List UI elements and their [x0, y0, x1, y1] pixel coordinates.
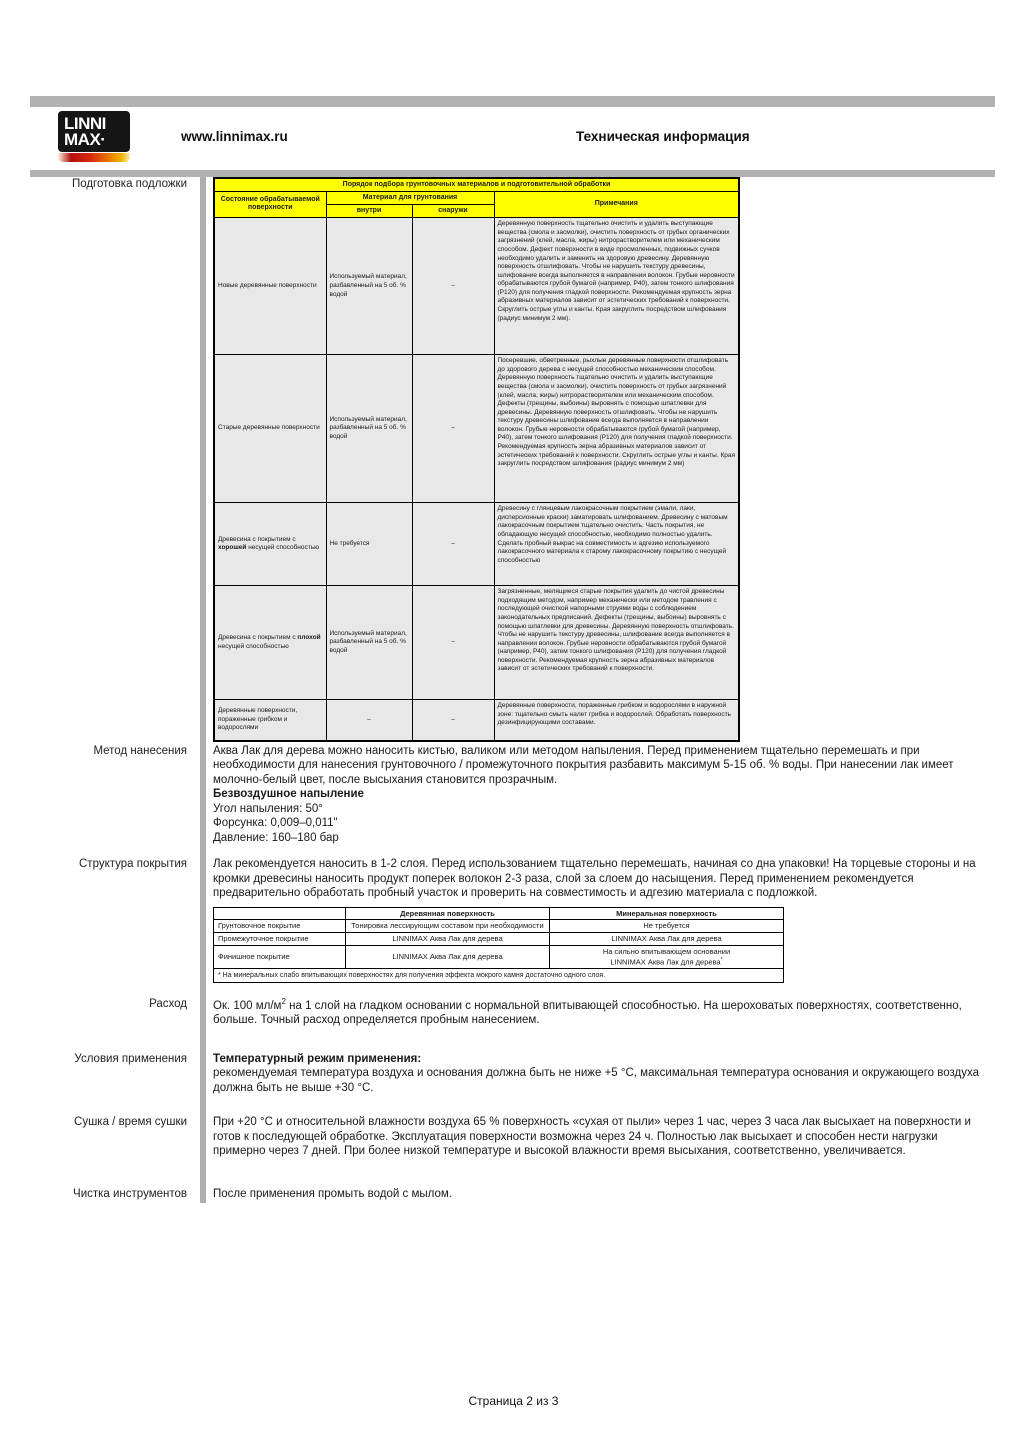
cell-outside: –	[412, 218, 494, 355]
spray-angle-line: Угол напыления: 50°	[213, 802, 323, 815]
table-row	[214, 503, 739, 586]
state-text: Древесина с покрытием с	[218, 535, 296, 543]
section-label-tool-cleaning: Чистка инструментов	[73, 1187, 187, 1200]
cell-layer: Финишное покрытие	[214, 945, 346, 968]
state-text: Старые деревянные поверхности	[218, 424, 320, 432]
cell-outside: –	[412, 700, 494, 741]
table-row	[214, 700, 739, 741]
drying-paragraph: При +20 °C и относительной влажности воздуха 65 % поверхность «сухая от пыли» через 1 час, через 3 часа лак высыхает на поверхности и готов к последующей обработке. Эксплуатация поверхности возможна через 24 ч. Полностью лак высыхает и способен нести нагрузки примерно через 7 дней. При более низкой температуре и высокой влажности время высыхания, соответственно, увеличивается.	[213, 1116, 971, 1158]
table-row	[214, 920, 784, 933]
cell-inside: Используемый материал, разбавленный на 5 об. % водой	[326, 218, 412, 355]
consumption-paragraph	[213, 997, 988, 1028]
table-title: Порядок подбора грунтовочных материалов и подготовительной обработки	[214, 178, 739, 191]
cell-wood: LINNIMAX Аква Лак для дерева	[346, 945, 550, 968]
cell-wood: LINNIMAX Аква Лак для дерева	[346, 933, 550, 946]
struct-header-mineral: Минеральная поверхность	[550, 907, 784, 920]
consumption-text: Ок. 100 мл/м	[213, 999, 282, 1012]
coating-structure-table	[213, 907, 784, 983]
cell-notes: Древесину с глянцевым лакокрасочным покрытием (эмали, лаки, дисперсионные краски) заматировать шлифованием. Древесину с матовым лакокрасочным покрытием тщательно очистить. Часть покрытия, не обладающую несущей способностью, необходимо полностью удалить. Сделать пробный выкрас на совместимость и адгезию используемого лакокрасочного материала к старому лакокрасочному покрытию с несущей способностью	[494, 503, 739, 586]
state-text: Деревянные поверхности, пораженные грибком и водорослями	[218, 707, 298, 732]
section-consumption	[30, 997, 995, 1052]
section-application-method	[30, 744, 995, 857]
section-label-coating-structure: Структура покрытия	[79, 858, 187, 871]
struct-header-empty	[214, 907, 346, 920]
struct-header-wood: Деревянная поверхность	[346, 907, 550, 920]
section-drying	[30, 1115, 995, 1186]
method-subheading: Безвоздушное напыление	[213, 788, 364, 801]
cell-state	[214, 700, 326, 741]
cell-mineral	[550, 945, 784, 968]
state-text: несущей способностью	[246, 544, 319, 552]
linnimax-logo	[58, 111, 130, 162]
state-text: несущей способностью	[218, 642, 289, 650]
nozzle-line: Форсунка: 0,009–0,011"	[213, 817, 338, 830]
cell-state	[214, 503, 326, 586]
table-row	[214, 355, 739, 503]
conditions-subheading: Температурный режим применения:	[213, 1052, 422, 1065]
cell-outside: –	[412, 503, 494, 586]
section-label-preparation: Подготовка подложки	[71, 178, 187, 190]
logo-flag-stripe	[58, 153, 130, 162]
cell-wood: Тонировка лессирующим составом при необходимости	[346, 920, 550, 933]
cell-inside: Не требуется	[326, 503, 412, 586]
cell-layer: Промежуточное покрытие	[214, 933, 346, 946]
consumption-text: на 1 слой на гладком основании с нормальной впитывающей способностью. На шероховатых поверхностях, соответственно, больше. Точный расход определяется пробным нанесением.	[213, 999, 962, 1027]
mineral-line1: На сильно впитывающем основании	[602, 946, 731, 956]
section-coating-structure	[30, 857, 995, 997]
mineral-line2-text: LINNIMAX Аква Лак для дерева	[610, 957, 721, 967]
section-tool-cleaning	[30, 1187, 995, 1203]
cleaning-paragraph: После применения промыть водой с мылом.	[213, 1187, 452, 1200]
state-bold: хорошей	[218, 544, 247, 552]
logo-box	[58, 111, 130, 152]
cell-state	[214, 355, 326, 503]
col-header-notes: Примечания	[494, 191, 739, 218]
cell-state	[214, 586, 326, 700]
site-url: www.linnimax.ru	[181, 129, 288, 144]
table-footnote: * На минеральных слабо впитывающих поверхностях для получения эффекта мокрого камня достаточно одного слоя.	[214, 968, 784, 982]
section-content-coating-structure	[200, 857, 995, 997]
cell-notes: Загрязненные, мелящиеся старые покрытия удалить до чистой древесины подходящим методом, например механически или методом травления с последующей очисткой напорными струями воды с соблюдением законодательных предписаний. Дефекты (трещины, выбоины) выровнять с помощью шпатлевки для древесины. Деревянную поверхность отшлифовать. Чтобы не нарушить текстуру древесины, шлифование всегда выполняется в направлении волокон. Грубые неровности обрабатываются грубой бумагой (например, P40), затем тонкого шлифования (P120) для получения гладкой поверхности. Рекомендуемая крупность зерна абразивных материалов зависит от эстетических требований к поверхности.	[494, 586, 739, 700]
top-divider-bar	[30, 96, 995, 107]
cell-outside: –	[412, 586, 494, 700]
table-header-row	[214, 191, 739, 204]
table-row	[214, 218, 739, 355]
method-paragraph: Аква Лак для дерева можно наносить кистью, валиком или методом напыления. Перед применением тщательно перемешать и при необходимости для нанесения грунтовочного / промежуточного покрытия разбавить максимум 5-15 об. % воды. При нанесении лак имеет молочно-белый цвет, после высыхания становится прозрачным.	[213, 744, 954, 786]
logo-line1: LINNI	[64, 114, 106, 133]
section-label-consumption: Расход	[149, 997, 187, 1010]
cell-notes: Деревянную поверхность тщательно очистить и удалить выступающие вещества (смола и засмолки), очистить поверхность от грубых органических загрязнений (клей, масла, жиры) нитрорастворителем или механическим способом. Дефект поверхности в виде просмоленных, подвижных сучков необходимо удалить и заменить на здоровую древесину. Деревянную поверхность отшлифовать. Чтобы не нарушить текстуру древесины, шлифование всегда выполняется в направлении волокон. Грубые неровности обрабатываются грубой бумагой (например, P40), затем тонкого шлифования (P120) для получения гладкой поверхности. Рекомендуемая крупность зерна абразивных материалов зависит от эстетических требований к поверхности. Скруглить острые углы и канты. Края закруглить посредством шлифования (радиус минимум 2 мм).	[494, 218, 739, 355]
section-application-conditions	[30, 1052, 995, 1115]
conditions-paragraph: рекомендуемая температура воздуха и основания должна быть не ниже +5 °C, максимальная температура основания и окружающего воздуха должна быть не выше +30 °C.	[213, 1067, 979, 1094]
cell-mineral: Не требуется	[550, 920, 784, 933]
header-divider-bar	[30, 170, 995, 177]
state-text: Новые деревянные поверхности	[218, 281, 317, 289]
table-row	[214, 586, 739, 700]
cell-mineral: LINNIMAX Аква Лак для дерева	[550, 933, 784, 946]
structure-paragraph: Лак рекомендуется наносить в 1-2 слоя. Перед использованием тщательно перемешать, начиная со дна упаковки! На торцевые стороны и на кромки древесины наносить продукт поперек волокон 2-3 раза, слой за слоем до насыщения. Перед применением рекомендуется предварительно обработать пробный участок и проверить на совместимость и адгезию материала с подложкой.	[213, 858, 976, 900]
superscript-2: 2	[281, 996, 286, 1006]
page-number: Страница 2 из 3	[468, 1394, 559, 1408]
cell-notes: Посеревшие, обветренные, рыхлые деревянные поверхности отшлифовать до здорового дерева с несущей способностью механическим способом. Деревянную поверхность тщательно очистить и удалить выступающие вещества (смола и засмолки), очистить поверхность от грубых загрязнений (клей, масла, жиры) нитрорастворителем или механическим способом. Дефекты (трещины, выбоины) выровнять с помощью шпатлевки для древесины. Деревянную поверхность отшлифовать. Чтобы не нарушить текстуру древесины шлифование всегда выполняется в направлении волокон. Грубые неровности обрабатываются грубой бумагой (например, P40), затем тонкого шлифования (P120) для получения гладкой поверхности. Рекомендуемая крупность зерна абразивных материалов зависит от эстетических требований к поверхности. Скруглить острые углы и канты. Края закруглить посредством шлифования (радиус минимум 2 мм)	[494, 355, 739, 503]
table-row	[214, 933, 784, 946]
section-content-drying	[200, 1115, 995, 1186]
pressure-line: Давление: 160–180 бар	[213, 831, 339, 844]
table-footnote-row	[214, 968, 784, 982]
table-title-row	[214, 178, 739, 191]
col-header-inside: внутри	[326, 204, 412, 217]
section-label-drying: Сушка / время сушки	[74, 1116, 187, 1129]
col-header-outside: снаружи	[412, 204, 494, 217]
cell-inside: Используемый материал, разбавленный на 5 об. % водой	[326, 355, 412, 503]
cell-layer: Грунтовочное покрытие	[214, 920, 346, 933]
section-preparation	[30, 177, 995, 744]
mineral-line2	[554, 957, 779, 967]
table-row	[214, 945, 784, 968]
state-text: Древесина с покрытием с	[218, 634, 298, 642]
col-header-material: Материал для грунтования	[326, 191, 494, 204]
cell-inside: –	[326, 700, 412, 741]
cell-inside: Используемый материал, разбавленный на 5 об. % водой	[326, 586, 412, 700]
footnote-marker: *	[720, 956, 723, 963]
cell-notes: Деревянные поверхности, пораженные грибком и водорослями в наружной зоне: тщательно смыть налет грибка и водорослей. Обработать поверхность дезинфицирующими составами.	[494, 700, 739, 741]
section-content-consumption	[200, 997, 995, 1052]
section-label-application-conditions: Условия применения	[74, 1052, 187, 1065]
section-content-preparation	[200, 177, 995, 744]
section-content-application-conditions	[200, 1052, 995, 1115]
section-content-application-method	[200, 744, 995, 857]
state-bold: плохой	[297, 634, 321, 642]
document-body	[30, 177, 995, 1203]
table-header-row	[214, 907, 784, 920]
logo-line2: MAX·	[64, 130, 106, 150]
cell-state	[214, 218, 326, 355]
section-label-application-method: Метод нанесения	[93, 744, 187, 757]
col-header-state: Состояние обрабатываемой поверхности	[214, 191, 326, 218]
section-content-tool-cleaning	[200, 1187, 995, 1203]
cell-outside: –	[412, 355, 494, 503]
document-title: Техническая информация	[576, 129, 750, 144]
preparation-table	[213, 177, 740, 742]
